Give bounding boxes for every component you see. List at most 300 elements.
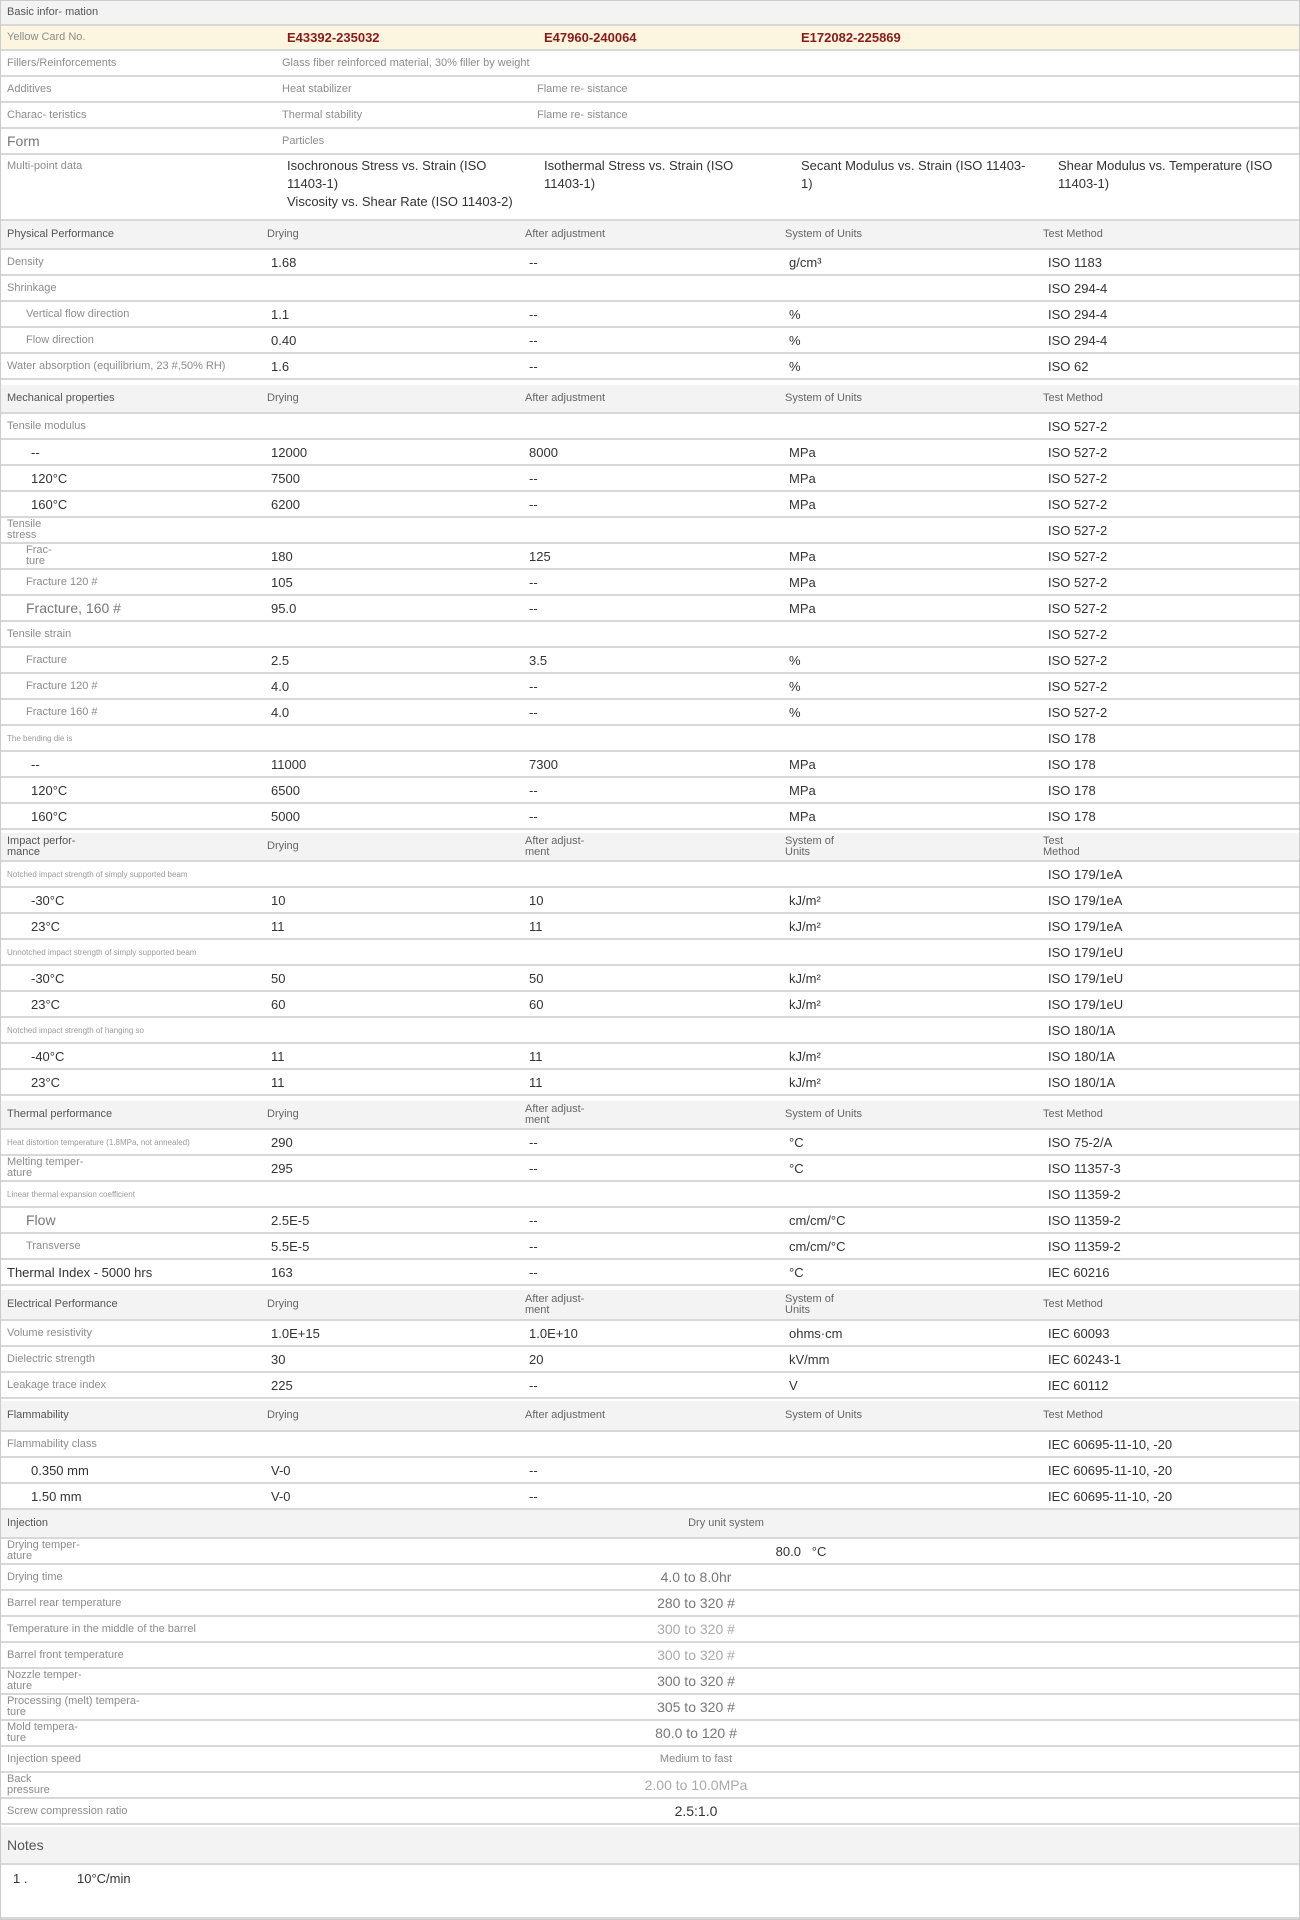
impact-cell: 11 [271,1074,285,1090]
thermal-column-header: System of Units [785,1108,863,1120]
notes-row [1,1865,1299,1919]
physical-cell: ISO 294-4 [1048,280,1108,296]
physical-row [1,276,1299,302]
mechanical-row [1,570,1299,596]
electrical-column-header: Electrical Performance [7,1298,118,1310]
thermal-cell: -- [529,1212,538,1228]
impact-cell: ISO 179/1eU [1048,996,1124,1012]
mechanical-cell: ISO 527-2 [1048,600,1108,616]
form-label: Form [7,132,40,149]
mechanical-column-header: System of Units [785,392,863,404]
thermal-cell: ISO 11357-3 [1048,1160,1121,1176]
mechanical-cell [789,414,1039,438]
thermal-cell: °C [789,1160,804,1176]
yellow-card-number: E43392-235032 [287,30,380,45]
multipoint-item: Isothermal Stress vs. Strain (ISO 11403-1) [544,158,734,191]
thermal-cell: 290 [271,1134,293,1150]
mechanical-row [1,778,1299,804]
injection-value: Medium to fast [659,1753,733,1765]
impact-cell: kJ/m² [789,1074,821,1090]
injection-row-label: Temperature in the middle of the barrel [7,1622,196,1635]
thermal-row-label: Melting temper- ature [7,1156,84,1179]
additives-value: Heat stabilizer [282,82,352,95]
impact-cell: ISO 180/1A [1048,1048,1116,1064]
thermal-cell: ISO 11359-2 [1048,1212,1121,1228]
thermal-cell: cm/cm/°C [789,1238,846,1254]
thermal-row-label: Flow [26,1211,56,1228]
physical-row [1,354,1299,380]
physical-cell: ISO 1183 [1048,254,1102,270]
mechanical-cell: ISO 527-2 [1048,418,1108,434]
impact-row-label: Notched impact strength of hanging so [7,1025,144,1035]
flammability-row [1,1458,1299,1484]
injection-row [1,1721,1299,1747]
mechanical-cell: 3.5 [529,652,548,668]
flammability-cell [789,1458,1039,1482]
impact-cell: 10 [271,892,286,908]
note-number: 1 . [13,1871,28,1886]
injection-value: 2.00 to 10.0MPa [644,1777,748,1793]
thermal-cell: -- [529,1264,538,1280]
electrical-row-label: Leakage trace index [7,1378,107,1391]
physical-header [1,221,1299,250]
physical-row-label: Density [7,255,44,268]
physical-row-label: Vertical flow direction [26,307,130,320]
mechanical-row-label: Fracture 160 # [26,705,98,718]
impact-row-label: Unnotched impact strength of simply supported beam [7,947,197,957]
injection-row-label: Mold tempera- ture [7,1721,78,1744]
physical-row [1,328,1299,354]
mechanical-cell: 12000 [271,444,308,460]
impact-row [1,862,1299,888]
thermal-row [1,1182,1299,1208]
electrical-cell: IEC 60112 [1048,1377,1109,1393]
injection-row-label: Barrel front temperature [7,1648,124,1661]
physical-cell [789,276,1039,300]
thermal-row-label: Thermal Index - 5000 hrs [7,1264,153,1280]
mechanical-row [1,648,1299,674]
mechanical-cell [529,518,779,542]
mechanical-cell [271,518,521,542]
mechanical-row [1,466,1299,492]
flammability-row-label: 1.50 mm [31,1488,82,1504]
physical-column-header: Test Method [1043,228,1103,240]
physical-row [1,302,1299,328]
mechanical-row [1,492,1299,518]
thermal-cell: °C [789,1264,804,1280]
mechanical-cell: ISO 178 [1048,730,1096,746]
mechanical-cell: 7500 [271,470,300,486]
mechanical-cell: 11000 [271,756,307,772]
thermal-row-label: Linear thermal expansion coefficient [7,1189,135,1199]
physical-row-label: Flow direction [26,333,94,346]
mechanical-row-label: -- [31,756,40,772]
physical-cell: g/cm³ [789,254,822,270]
mechanical-row-label: 120°C [31,782,68,798]
thermal-cell: 295 [271,1160,293,1176]
thermal-row [1,1130,1299,1156]
yellow-card-label: Yellow Card No. [7,31,86,43]
electrical-cell: 1.0E+15 [271,1325,320,1341]
injection-value: 280 to 320 # [657,1595,735,1611]
impact-cell [529,1018,779,1042]
mechanical-row-label: Fracture, 160 # [26,599,121,616]
flammability-column-header: Flammability [7,1409,69,1421]
physical-row [1,250,1299,276]
mechanical-row [1,752,1299,778]
mechanical-cell [789,622,1039,646]
mechanical-cell [789,518,1039,542]
injection-value: 305 to 320 # [657,1699,735,1715]
impact-row [1,1044,1299,1070]
flammability-column-header: Test Method [1043,1409,1103,1421]
injection-row-label: Nozzle temper- ature [7,1669,82,1692]
mechanical-cell: 4.0 [271,678,290,694]
flammability-column-header: After adjustment [525,1409,606,1421]
electrical-cell: IEC 60243-1 [1048,1351,1121,1367]
physical-cell: 0.40 [271,332,297,348]
impact-cell [529,862,779,886]
impact-cell [271,940,521,964]
form-value: Particles [282,134,325,147]
mechanical-cell: ISO 527-2 [1048,574,1108,590]
mechanical-cell: MPa [789,496,816,512]
injection-row [1,1747,1299,1773]
mechanical-cell [271,726,521,750]
mechanical-cell: ISO 178 [1048,782,1096,798]
injection-row-label: Screw compression ratio [7,1804,128,1817]
impact-cell: ISO 179/1eA [1048,866,1123,882]
impact-cell: 11 [529,1048,543,1064]
electrical-row-label: Dielectric strength [7,1352,96,1365]
physical-column-header: After adjustment [525,228,606,240]
mechanical-column-header: Drying [267,392,299,404]
impact-row [1,1070,1299,1096]
mechanical-cell: ISO 527-2 [1048,626,1108,642]
mechanical-row-label: 160°C [31,496,68,512]
injection-row [1,1773,1299,1799]
mechanical-cell: -- [529,496,538,512]
mechanical-row [1,440,1299,466]
thermal-cell: ISO 75-2/A [1048,1134,1113,1150]
impact-row [1,1018,1299,1044]
physical-row-label: Water absorption (equilibrium, 23 #,50% RH) [7,359,226,372]
mechanical-cell: 2.5 [271,652,290,668]
injection-value: 300 to 320 # [657,1647,735,1663]
characteristics-value: Flame re- sistance [537,108,628,121]
physical-cell: -- [529,358,538,374]
electrical-cell: V [789,1377,798,1393]
injection-row-label: Barrel rear temperature [7,1596,122,1609]
thermal-cell: 2.5E-5 [271,1212,310,1228]
physical-cell [529,276,779,300]
thermal-row [1,1208,1299,1234]
impact-cell: 11 [529,1074,543,1090]
mechanical-cell: MPa [789,600,816,616]
mechanical-row-label: 160°C [31,808,68,824]
electrical-header [1,1290,1299,1321]
electrical-row [1,1373,1299,1399]
physical-cell: % [789,332,801,348]
mechanical-row [1,596,1299,622]
physical-cell: -- [529,332,538,348]
mechanical-cell: ISO 527-2 [1048,678,1108,694]
characteristics-row [1,103,1299,129]
impact-cell: 11 [271,1048,285,1064]
impact-column-header: Test Method [1043,834,1080,858]
electrical-cell: 225 [271,1377,293,1393]
impact-row [1,940,1299,966]
thermal-cell: -- [529,1134,538,1150]
electrical-column-header: System of Units [785,1292,834,1316]
mechanical-column-header: After adjustment [525,392,606,404]
mechanical-cell: 7300 [529,756,558,772]
injection-row [1,1565,1299,1591]
impact-cell: 50 [529,970,544,986]
physical-cell: ISO 294-4 [1048,332,1108,348]
thermal-cell: -- [529,1160,538,1176]
mechanical-cell: MPa [789,574,816,590]
injection-value: 300 to 320 # [657,1621,735,1637]
impact-row-label: -40°C [31,1048,65,1064]
multipoint-item: Isochronous Stress vs. Strain (ISO 11403-1) Viscosity vs. Shear Rate (ISO 11403-2) [287,158,513,209]
mechanical-row [1,622,1299,648]
mechanical-cell: MPa [789,808,816,824]
electrical-column-header: Test Method [1043,1298,1103,1310]
physical-cell: ISO 294-4 [1048,306,1108,322]
mechanical-cell: 5000 [271,808,300,824]
impact-cell: kJ/m² [789,892,821,908]
mechanical-cell [529,622,779,646]
injection-value: 80.0 °C [775,1543,827,1559]
impact-row [1,966,1299,992]
mechanical-row-label: The bending die is [7,733,73,743]
physical-cell: 1.1 [271,306,290,322]
electrical-row-label: Volume resistivity [7,1326,92,1339]
flammability-row [1,1432,1299,1458]
mechanical-cell: -- [529,704,538,720]
impact-cell: kJ/m² [789,1048,821,1064]
flammability-cell [529,1432,779,1456]
thermal-cell: IEC 60216 [1048,1264,1110,1280]
electrical-row [1,1321,1299,1347]
impact-row-label: 23°C [31,996,61,1012]
mechanical-row-label: Tensile strain [7,627,72,640]
electrical-column-header: Drying [267,1298,299,1310]
flammability-cell: IEC 60695-11-10, -20 [1048,1488,1173,1504]
mechanical-cell: % [789,652,801,668]
mechanical-cell: ISO 527-2 [1048,522,1108,538]
physical-cell: 1.6 [271,358,290,374]
thermal-row [1,1234,1299,1260]
flammability-column-header: System of Units [785,1409,863,1421]
impact-cell [529,940,779,964]
impact-column-header: Impact perfor- mance [7,834,76,858]
mechanical-row [1,804,1299,830]
impact-cell: ISO 179/1eA [1048,918,1123,934]
flammability-cell: V-0 [271,1462,291,1478]
thermal-cell: 163 [271,1264,293,1280]
thermal-column-header: After adjust- ment [525,1102,585,1126]
multipoint-item: Secant Modulus vs. Strain (ISO 11403-1) [801,158,1026,191]
flammability-cell: IEC 60695-11-10, -20 [1048,1462,1173,1478]
thermal-row [1,1156,1299,1182]
impact-column-header: System of Units [785,834,834,858]
physical-cell [271,276,521,300]
impact-cell [271,862,521,886]
injection-row-label: Injection speed [7,1752,81,1765]
thermal-cell [529,1182,779,1206]
mechanical-cell [271,622,521,646]
injection-title: Injection [7,1517,48,1529]
mechanical-row [1,544,1299,570]
flammability-cell [789,1484,1039,1508]
mechanical-cell: -- [529,600,538,616]
mechanical-row-label: 120°C [31,470,68,486]
physical-column-header: Drying [267,228,299,240]
mechanical-row-label: Fracture 120 # [26,679,98,692]
additives-row [1,77,1299,103]
flammability-cell: V-0 [271,1488,291,1504]
injection-row [1,1617,1299,1643]
thermal-cell: °C [789,1134,804,1150]
mechanical-cell: 180 [271,548,293,564]
impact-cell: 50 [271,970,286,986]
injection-row-label: Drying temper- ature [7,1539,80,1562]
impact-row-label: 23°C [31,918,61,934]
mechanical-column-header: Mechanical properties [7,392,115,404]
injection-value: 2.5:1.0 [674,1803,718,1819]
impact-cell: 11 [271,918,285,934]
yellow-card-number: E172082-225869 [801,30,901,45]
mechanical-cell [529,726,779,750]
injection-row-label: Back pressure [7,1773,50,1796]
mechanical-header [1,385,1299,414]
thermal-cell: 5.5E-5 [271,1238,310,1254]
mechanical-cell: -- [529,574,538,590]
thermal-column-header: Thermal performance [7,1108,113,1120]
fillers-label: Fillers/Reinforcements [7,56,117,69]
flammability-cell [789,1432,1039,1456]
basic-info-title: Basic infor- mation [7,6,99,18]
mechanical-cell [271,414,521,438]
mechanical-row-label: Tensile stress [7,518,42,541]
electrical-cell: 20 [529,1351,544,1367]
notes-title: Notes [7,1836,44,1853]
mechanical-cell: MPa [789,470,816,486]
impact-cell: ISO 180/1A [1048,1022,1116,1038]
mechanical-cell: 6200 [271,496,300,512]
thermal-cell: ISO 11359-2 [1048,1186,1121,1202]
mechanical-row-label: Tensile modulus [7,419,86,432]
injection-row [1,1539,1299,1565]
flammability-cell: -- [529,1488,538,1504]
mechanical-cell [529,414,779,438]
mechanical-cell: ISO 178 [1048,808,1096,824]
mechanical-cell: 95.0 [271,600,297,616]
mechanical-cell: MPa [789,444,816,460]
physical-column-header: System of Units [785,228,863,240]
mechanical-cell: 8000 [529,444,558,460]
thermal-column-header: Test Method [1043,1108,1103,1120]
fillers-value: Glass fiber reinforced material, 30% filler by weight [282,56,530,69]
flammability-row-label: 0.350 mm [31,1462,89,1478]
multipoint-row [1,155,1299,221]
mechanical-cell: MPa [789,782,816,798]
mechanical-cell: ISO 527-2 [1048,444,1108,460]
yellow-card-row [1,26,1299,51]
thermal-cell [271,1182,521,1206]
injection-row [1,1799,1299,1825]
mechanical-cell: -- [529,808,538,824]
mechanical-cell [789,726,1039,750]
impact-row [1,992,1299,1018]
impact-row-label: -30°C [31,970,65,986]
injection-row-label: Drying time [7,1570,63,1583]
electrical-cell: IEC 60093 [1048,1325,1110,1341]
impact-row-label: Notched impact strength of simply supported beam [7,869,188,879]
mechanical-row-label: -- [31,444,40,460]
mechanical-row-label: Fracture [26,653,67,666]
flammability-cell: -- [529,1462,538,1478]
electrical-row [1,1347,1299,1373]
physical-cell: % [789,306,801,322]
thermal-column-header: Drying [267,1108,299,1120]
impact-cell: 10 [529,892,544,908]
yellow-card-number: E47960-240064 [544,30,637,45]
thermal-cell [789,1182,1039,1206]
impact-cell: 60 [271,996,286,1012]
mechanical-row [1,414,1299,440]
mechanical-cell: ISO 527-2 [1048,652,1108,668]
injection-row-label: Processing (melt) tempera- ture [7,1695,140,1718]
impact-cell [789,940,1039,964]
injection-value: 80.0 to 120 # [655,1725,737,1741]
flammability-cell [271,1432,521,1456]
injection-unit-system: Dry unit system [688,1517,764,1529]
mechanical-cell: ISO 527-2 [1048,470,1108,486]
thermal-cell: cm/cm/°C [789,1212,846,1228]
injection-value: 300 to 320 # [657,1673,735,1689]
impact-cell: 60 [529,996,544,1012]
impact-cell: ISO 179/1eA [1048,892,1123,908]
impact-cell [789,862,1039,886]
mechanical-row-label: Frac- ture [26,544,52,567]
thermal-header [1,1101,1299,1130]
impact-cell: ISO 180/1A [1048,1074,1116,1090]
thermal-cell: -- [529,1238,538,1254]
multipoint-item: Shear Modulus vs. Temperature (ISO 11403-1) [1058,158,1273,191]
mechanical-row [1,726,1299,752]
injection-row [1,1591,1299,1617]
flammability-row [1,1484,1299,1510]
mechanical-cell: MPa [789,756,816,772]
impact-cell: kJ/m² [789,970,821,986]
additives-value: Flame re- sistance [537,82,628,95]
impact-column-header: After adjust- ment [525,834,585,858]
notes-header [1,1827,1299,1865]
injection-value: 4.0 to 8.0hr [660,1569,732,1585]
mechanical-cell: % [789,704,801,720]
physical-cell: ISO 62 [1048,358,1089,374]
injection-row [1,1669,1299,1695]
impact-cell: ISO 179/1eU [1048,970,1124,986]
flammability-column-header: Drying [267,1409,299,1421]
impact-cell [271,1018,521,1042]
impact-row [1,888,1299,914]
flammability-header [1,1401,1299,1432]
impact-row-label: -30°C [31,892,65,908]
